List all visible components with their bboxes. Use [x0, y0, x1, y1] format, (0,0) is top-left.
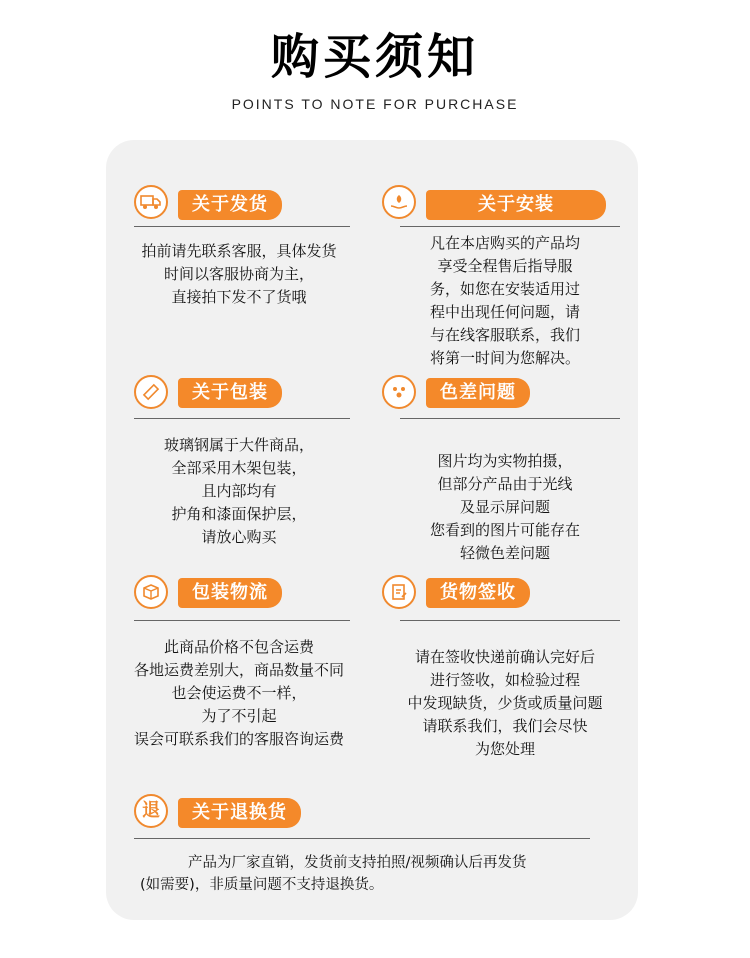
section-heading: 色差问题 — [426, 378, 530, 408]
section-body: 此商品价格不包含运费 各地运费差别大，商品数量不同 也会使运费不一样， 为了不引起 误会可联系我们的客服咨询运费 — [133, 638, 344, 748]
page-subtitle: POINTS TO NOTE FOR PURCHASE — [231, 96, 519, 112]
section-receipt — [372, 570, 638, 770]
return-char-icon: 退 — [134, 794, 168, 828]
section-color-difference — [372, 370, 638, 570]
divider — [134, 418, 350, 419]
divider — [400, 620, 620, 621]
section-body: 拍前请先联系客服，具体发货 时间以客服协商为主， 直接拍下发不了货哦 — [141, 242, 337, 306]
section-heading: 关于退换货 — [178, 798, 301, 828]
package-box-icon — [134, 575, 168, 609]
divider — [134, 838, 590, 839]
section-shipping — [106, 140, 372, 380]
section-logistics — [106, 570, 372, 770]
section-body: 请在签收快递前确认完好后 进行签收，如检验过程 中发现缺货，少货或质量问题 请联系我们，我们会尽快 为您处理 — [407, 648, 603, 758]
clipboard-pen-icon — [382, 575, 416, 609]
section-heading: 货物签收 — [426, 578, 530, 608]
page-title: 购买须知 — [270, 29, 479, 85]
ruler-icon — [134, 375, 168, 409]
hand-with-leaf-icon — [382, 185, 416, 219]
notice-card — [106, 140, 638, 920]
divider — [400, 226, 620, 227]
section-packaging — [106, 370, 372, 570]
divider — [134, 620, 350, 621]
palette-drops-icon — [382, 375, 416, 409]
section-body: 图片均为实物拍摄， 但部分产品由于光线 及显示屏问题 您看到的图片可能存在 轻微色差问题 — [429, 452, 580, 562]
section-heading: 关于安装 — [426, 190, 606, 220]
section-body: 产品为厂家直销，发货前支持拍照/视频确认后再发货 (如需要)，非质量问题不支持退换货。 — [140, 855, 527, 893]
section-returns — [106, 790, 638, 920]
delivery-truck-icon — [134, 185, 168, 219]
divider — [134, 226, 350, 227]
section-body: 凡在本店购买的产品均 享受全程售后指导服 务，如您在安装适用过 程中出现任何问题，请 与在线客服联系，我们 将第一时间为您解决。 — [429, 234, 580, 367]
section-heading: 包装物流 — [178, 578, 282, 608]
section-heading: 关于包装 — [178, 378, 282, 408]
divider — [400, 418, 620, 419]
section-heading: 关于发货 — [178, 190, 282, 220]
section-body: 玻璃钢属于大件商品， 全部采用木架包装， 且内部均有 护角和漆面保护层， 请放心购买 — [163, 436, 314, 546]
section-installation — [372, 140, 638, 380]
